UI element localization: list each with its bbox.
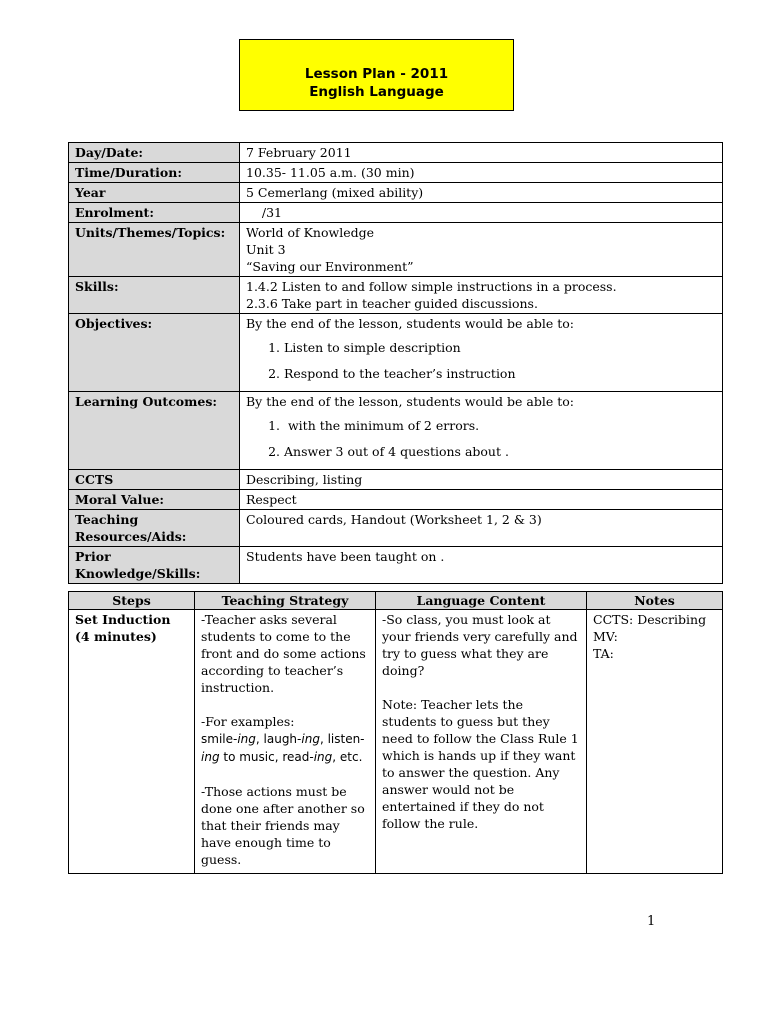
info-row [69, 547, 723, 584]
strategy-cell [195, 610, 376, 874]
learning-outcomes-intro: By the end of the lesson, students would be able to: [246, 394, 574, 409]
header-notes: Notes [587, 592, 723, 610]
info-row [69, 470, 723, 490]
info-value-line: /31 [246, 205, 283, 220]
info-value-line: “Saving our Environment” [246, 259, 414, 274]
strategy-examples: smile-ing, laugh-ing, listen-ing to music, read-ing, etc. [201, 732, 365, 764]
info-row [69, 203, 723, 223]
info-row [69, 223, 723, 277]
info-label: CCTS [69, 470, 240, 490]
objectives-list [246, 339, 716, 382]
learning-outcomes-row [69, 392, 723, 470]
step-name: Set Induction [75, 612, 171, 627]
page-number: 1 [647, 914, 656, 929]
notes-ccts: CCTS: Describing [593, 612, 707, 627]
info-value-line: Respect [246, 492, 297, 507]
info-value [240, 183, 723, 203]
info-value-line: Students have been taught on . [246, 549, 445, 564]
title-line-2: English Language [309, 84, 444, 100]
info-value [240, 203, 723, 223]
header-steps: Steps [69, 592, 195, 610]
list-item: 1. Listen to simple description [284, 339, 716, 356]
info-value-line: 5 Cemerlang (mixed ability) [246, 185, 424, 200]
info-label: Day/Date: [69, 143, 240, 163]
learning-outcomes-list [246, 417, 716, 460]
notes-cell [587, 610, 723, 874]
title-line-1: Lesson Plan - 2011 [304, 66, 449, 82]
step-cell [69, 610, 195, 874]
info-row [69, 277, 723, 314]
objectives-value [240, 314, 723, 392]
learning-outcomes-label: Learning Outcomes: [69, 392, 240, 470]
strategy-paragraph-2 [201, 713, 369, 766]
table-row [69, 610, 723, 874]
info-label: Year [69, 183, 240, 203]
header-teaching-strategy: Teaching Strategy [195, 592, 376, 610]
strategy-paragraph-3: -Those actions must be done one after another so that their friends may have enough time to guess. [201, 784, 365, 867]
info-value-line: World of Knowledge [246, 225, 375, 240]
info-value [240, 490, 723, 510]
info-value-line: Describing, listing [246, 472, 363, 487]
info-value-line: 7 February 2011 [246, 145, 352, 160]
learning-outcomes-value [240, 392, 723, 470]
info-value-line: 10.35- 11.05 a.m. (30 min) [246, 165, 415, 180]
steps-header-row [69, 592, 723, 610]
notes-ta: TA: [593, 646, 614, 661]
info-label: Enrolment: [69, 203, 240, 223]
info-row [69, 163, 723, 183]
info-row [69, 183, 723, 203]
info-row [69, 510, 723, 547]
info-value-line: 2.3.6 Take part in teacher guided discussions. [246, 296, 538, 311]
header-language-content: Language Content [376, 592, 587, 610]
strategy-examples-label: -For examples: [201, 714, 295, 729]
title-box [239, 39, 514, 111]
objectives-intro: By the end of the lesson, students would be able to: [246, 316, 574, 331]
info-value-line: 1.4.2 Listen to and follow simple instructions in a process. [246, 279, 617, 294]
list-item: 2. Answer 3 out of 4 questions about . [284, 443, 716, 460]
info-row [69, 490, 723, 510]
info-label: Units/Themes/Topics: [69, 223, 240, 277]
info-label: Time/Duration: [69, 163, 240, 183]
info-label: Teaching Resources/Aids: [69, 510, 240, 547]
info-value [240, 277, 723, 314]
info-value-line: Unit 3 [246, 242, 286, 257]
language-paragraph-2: Note: Teacher lets the students to guess but they need to follow the Class Rule 1 which is hands up if they want to answer the question. Any answer would not be entertained if they do not follow the rule. [382, 697, 579, 831]
info-value-line: Coloured cards, Handout (Worksheet 1, 2 & 3) [246, 512, 542, 527]
list-item: 2. Respond to the teacher’s instruction [284, 365, 716, 382]
objectives-label: Objectives: [69, 314, 240, 392]
language-paragraph-1: -So class, you must look at your friends very carefully and try to guess what they are doing? [382, 612, 578, 678]
objectives-row [69, 314, 723, 392]
info-value [240, 470, 723, 490]
info-value [240, 223, 723, 277]
step-time: (4 minutes) [75, 629, 157, 644]
info-value [240, 143, 723, 163]
info-label: Skills: [69, 277, 240, 314]
info-value [240, 547, 723, 584]
lesson-steps-table [68, 591, 723, 874]
notes-mv: MV: [593, 629, 618, 644]
lesson-info-table [68, 142, 723, 584]
list-item: 1. with the minimum of 2 errors. [284, 417, 716, 434]
strategy-paragraph-1: -Teacher asks several students to come to the front and do some actions according to teacher’s instruction. [201, 612, 366, 695]
language-cell [376, 610, 587, 874]
info-label: Prior Knowledge/Skills: [69, 547, 240, 584]
info-label: Moral Value: [69, 490, 240, 510]
info-value [240, 510, 723, 547]
info-value [240, 163, 723, 183]
info-row [69, 143, 723, 163]
